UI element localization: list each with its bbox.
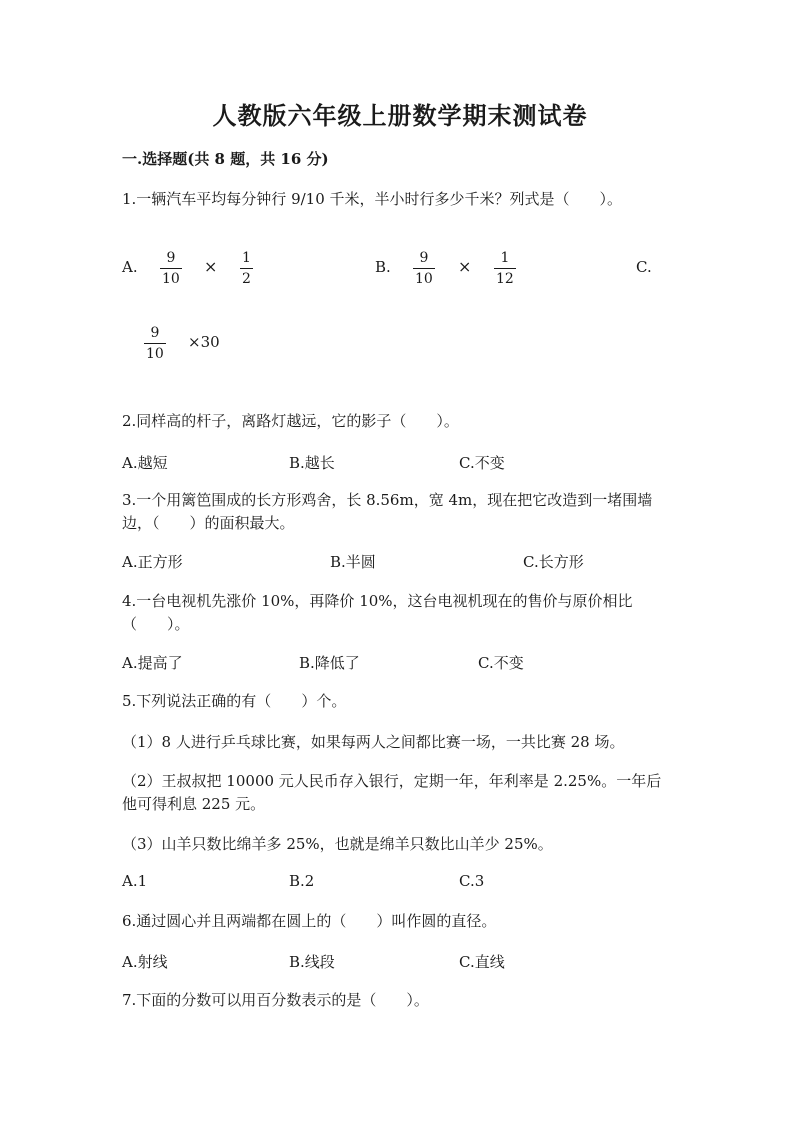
- q6-option-a: A.射线: [122, 953, 168, 971]
- numerator: 1: [500, 250, 510, 266]
- q1-a-fraction-1: [160, 250, 182, 287]
- q5-statement-2-line-1: （2）王叔叔把 10000 元人民币存入银行，定期一年，年利率是 2.25%。一年后: [122, 772, 662, 790]
- q1-a-fraction-2: [240, 250, 253, 287]
- q4-option-c: C.不变: [478, 654, 524, 672]
- question-3-line-2: 边，（ ）的面积最大。: [122, 514, 295, 532]
- question-4-line-1: 4.一台电视机先涨价 10%，再降价 10%，这台电视机现在的售价与原价相比: [122, 592, 633, 610]
- q2-option-c: C.不变: [459, 454, 505, 472]
- question-2-stem: 2.同样高的杆子，离路灯越远，它的影子（ ）。: [122, 412, 459, 430]
- q6-option-c: C.直线: [459, 953, 505, 971]
- q5-statement-2-line-2: 他可得利息 225 元。: [122, 795, 266, 813]
- q3-option-c: C.长方形: [523, 553, 584, 571]
- q5-statement-3: （3）山羊只数比绵羊多 25%，也就是绵羊只数比山羊少 25%。: [122, 835, 553, 853]
- numerator: 9: [166, 250, 176, 266]
- question-1-stem: 1.一辆汽车平均每分钟行 9/10 千米，半小时行多少千米？列式是（ ）。: [122, 190, 623, 208]
- q4-option-a: A.提高了: [122, 654, 183, 672]
- q1-option-b-label: B.: [375, 258, 391, 276]
- exam-title: 人教版六年级上册数学期末测试卷: [212, 101, 588, 130]
- numerator: 9: [419, 250, 429, 266]
- q2-option-a: A.越短: [122, 454, 168, 472]
- section-heading: 一.选择题(共 8 题，共 16 分): [122, 150, 329, 168]
- q1-option-c-label: C.: [636, 258, 652, 276]
- multiply-sign: ×: [458, 257, 472, 276]
- q3-option-a: A.正方形: [122, 553, 183, 571]
- q5-option-a: A.1: [122, 872, 148, 890]
- denominator: 10: [415, 271, 433, 287]
- q1-b-fraction-2: [494, 250, 516, 287]
- q5-statement-1: （1）8 人进行乒乓球比赛，如果每两人之间都比赛一场，一共比赛 28 场。: [122, 733, 625, 751]
- q5-option-b: B.2: [289, 872, 315, 890]
- denominator: 10: [146, 346, 164, 362]
- question-7-stem: 7.下面的分数可以用百分数表示的是（ ）。: [122, 991, 429, 1009]
- denominator: 2: [242, 271, 251, 287]
- question-6-stem: 6.通过圆心并且两端都在圆上的（ ）叫作圆的直径。: [122, 912, 497, 930]
- denominator: 12: [496, 271, 514, 287]
- q1-c-fraction: [144, 325, 166, 362]
- q6-option-b: B.线段: [289, 953, 335, 971]
- q1-option-a-label: A.: [122, 258, 138, 276]
- multiply-sign: ×: [204, 257, 218, 276]
- q4-option-b: B.降低了: [299, 654, 360, 672]
- numerator: 9: [150, 325, 160, 341]
- question-5-stem: 5.下列说法正确的有（ ）个。: [122, 692, 347, 710]
- question-3-line-1: 3.一个用篱笆围成的长方形鸡舍，长 8.56m，宽 4m，现在把它改造到一堵围墙: [122, 491, 653, 509]
- q1-b-fraction-1: [413, 250, 435, 287]
- question-4-line-2: （ ）。: [122, 615, 190, 633]
- q1-option-c-tail: ×30: [188, 333, 220, 351]
- denominator: 10: [162, 271, 180, 287]
- numerator: 1: [242, 250, 251, 266]
- q5-option-c: C.3: [459, 872, 485, 890]
- q3-option-b: B.半圆: [330, 553, 376, 571]
- q2-option-b: B.越长: [289, 454, 335, 472]
